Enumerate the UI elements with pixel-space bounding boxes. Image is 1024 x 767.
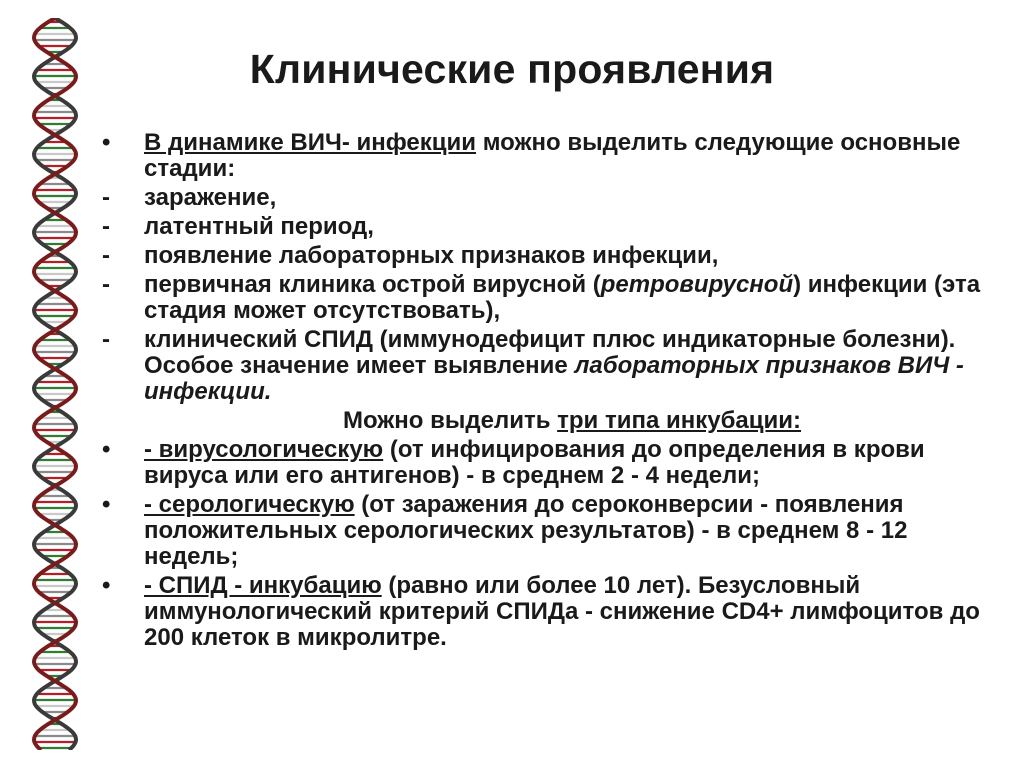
dash-marker: - — [102, 213, 110, 240]
incubation-heading — [100, 408, 1000, 434]
stage-item — [100, 214, 1000, 240]
incubation-item — [100, 573, 1000, 651]
incubation-item — [100, 492, 1000, 570]
stage-text-after: ) инфекции (эта стадия может отсутствовать), — [144, 271, 981, 324]
stage-text: появление лабораторных признаков инфекции, — [144, 242, 719, 269]
bullet-marker: • — [102, 491, 111, 518]
stage-item — [100, 272, 1000, 324]
incubation-type-text: (от инфицирования до определения в крови вируса или его антигенов) - в среднем 2 - 4 недели; — [144, 436, 925, 489]
dash-marker: - — [102, 326, 110, 353]
stage-item — [100, 243, 1000, 269]
incubation-type-text: (равно или более 10 лет). Безусловный иммунологический критерий СПИДа - снижение CD4+ лимфоцитов до 200 клеток в микролитре. — [144, 572, 980, 651]
incubation-type-name: - вирусологическую — [144, 436, 384, 463]
dash-marker: - — [102, 184, 110, 211]
stage-text: заражение, — [144, 184, 277, 211]
slide-title: Клинические проявления — [249, 46, 775, 92]
stage-text: первичная клиника острой вирусной ( — [144, 271, 601, 298]
incubation-type-name: - СПИД - инкубацию — [144, 572, 382, 599]
incubation-type-text: (от заражения до сероконверсии - появления положительных серологических результатов) - в среднем 8 - 12 недель; — [144, 491, 908, 570]
incubation-item — [100, 437, 1000, 489]
bullet-marker: • — [102, 436, 111, 463]
dna-helix-decoration — [26, 18, 84, 750]
incubation-heading-underlined: три типа инкубации: — [557, 407, 802, 434]
stage-italic-text: лабораторных признаков ВИЧ - инфекции. — [144, 352, 964, 405]
bullet-marker: • — [102, 129, 111, 156]
incubation-heading-text: Можно выделить — [342, 407, 558, 434]
stage-text: латентный период, — [144, 213, 374, 240]
dash-marker: - — [102, 242, 110, 269]
slide-body — [100, 130, 1000, 654]
intro-underlined-text: В динамике ВИЧ- инфекции — [144, 129, 477, 156]
stage-italic-text: ретровирусной — [600, 271, 794, 298]
bullet-marker: • — [102, 572, 111, 599]
stage-item — [100, 185, 1000, 211]
stage-text: клинический СПИД (иммунодефицит плюс индикаторные болезни). Особое значение имеет выявление — [144, 326, 956, 379]
dash-marker: - — [102, 271, 110, 298]
stage-item — [100, 327, 1000, 405]
incubation-type-name: - серологическую — [144, 491, 355, 518]
intro-bullet — [100, 130, 1000, 182]
intro-text: можно выделить следующие основные стадии: — [144, 129, 961, 182]
